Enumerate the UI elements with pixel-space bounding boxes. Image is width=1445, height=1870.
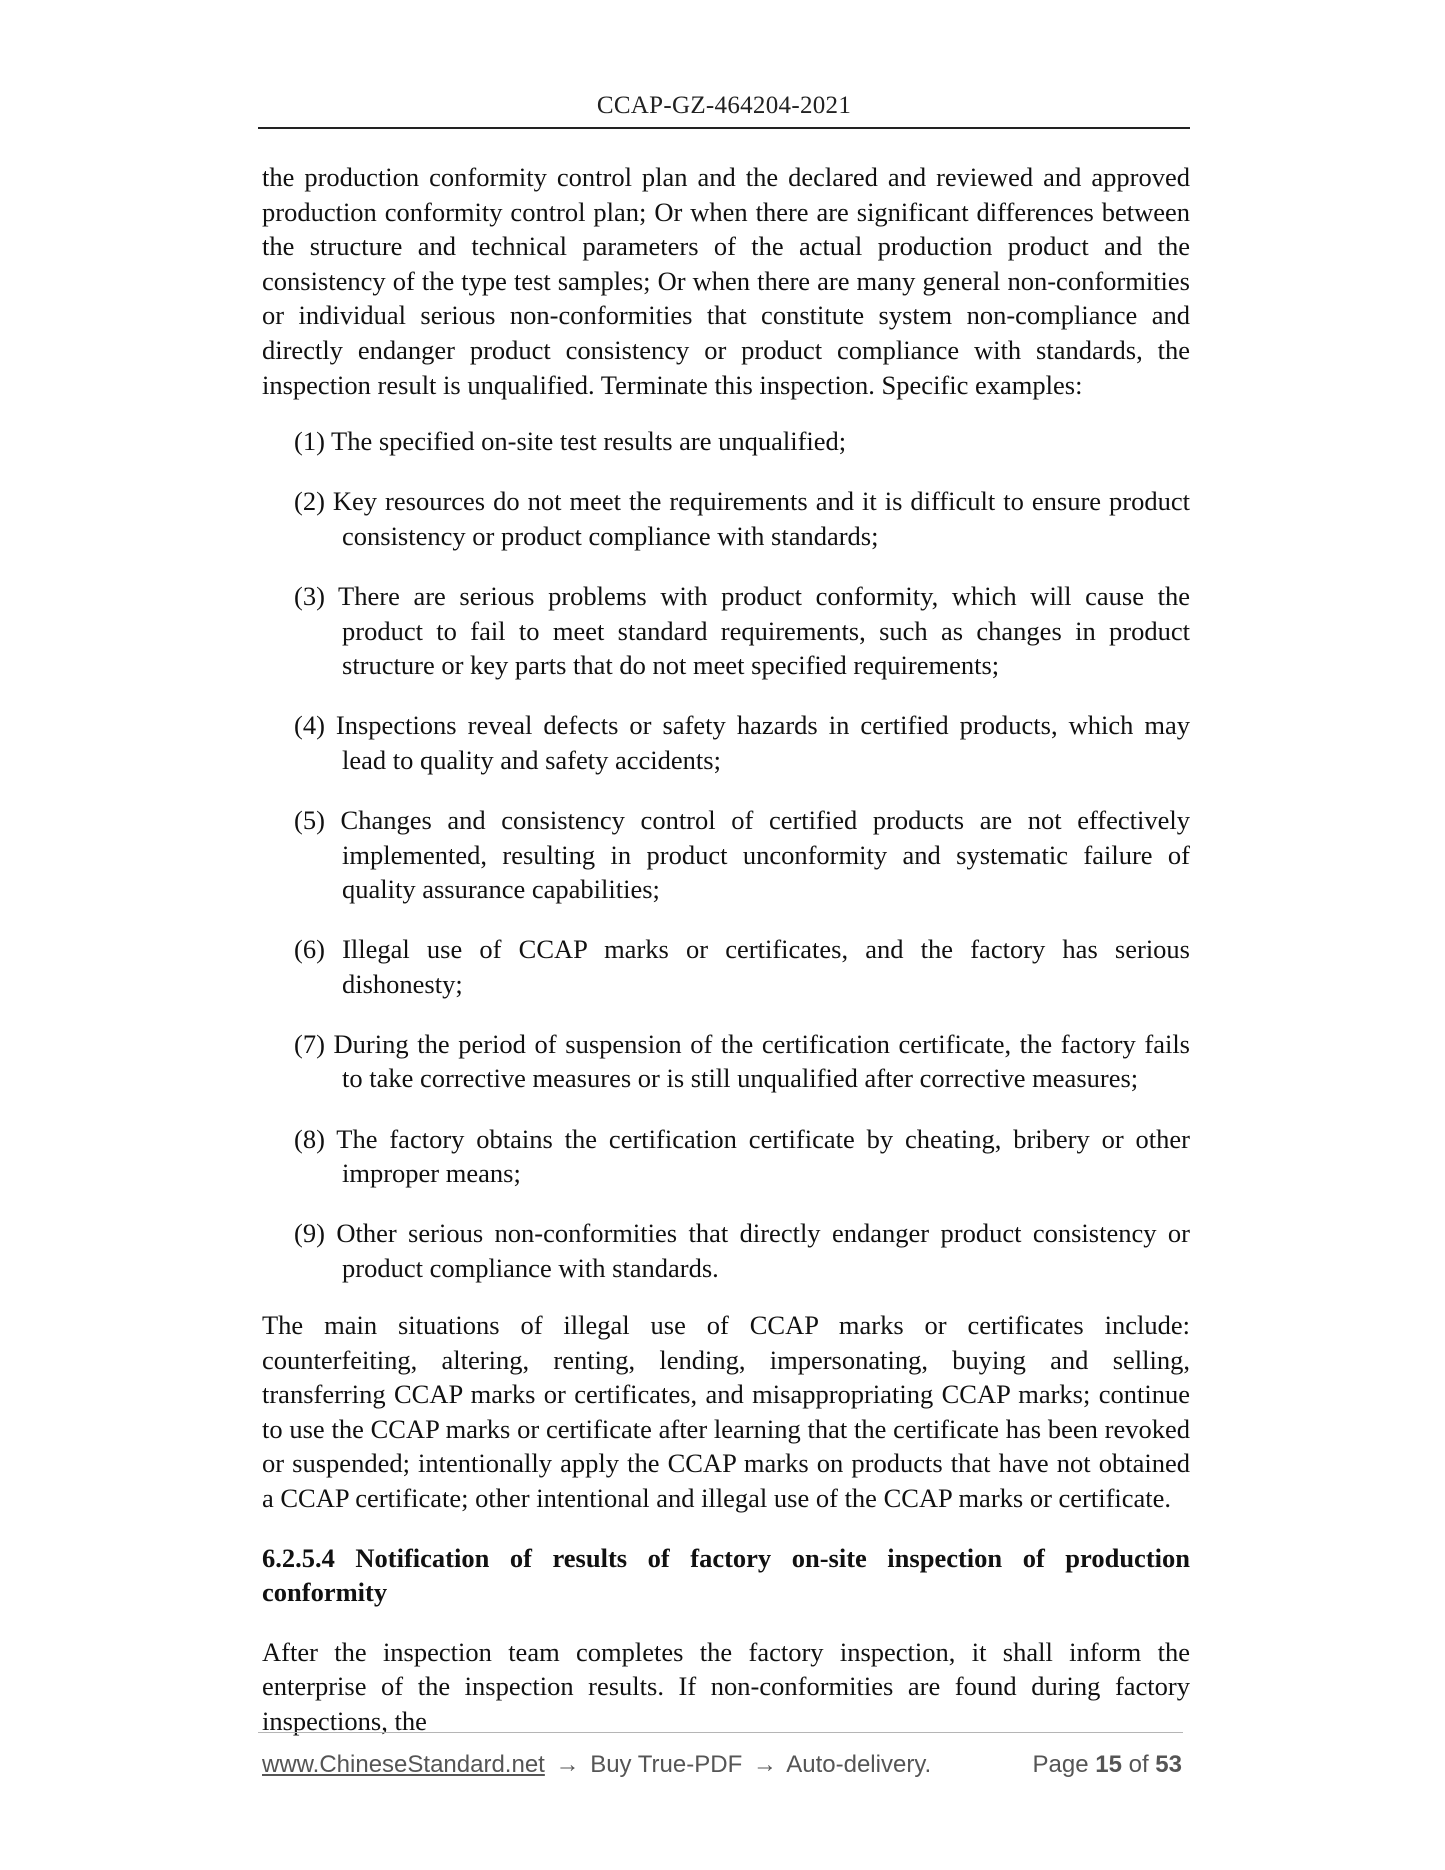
- page-footer: [262, 1751, 1182, 1783]
- examples-list: [262, 424, 1190, 1285]
- page-label: Page: [1032, 1751, 1089, 1778]
- footer-divider: [258, 1732, 1183, 1733]
- list-item-1: (1) The specified on-site test results are unqualified;: [294, 426, 847, 457]
- arrow-right-icon: →: [555, 1751, 580, 1778]
- footer-promo: [262, 1751, 931, 1779]
- list-item-2: (2) Key resources do not meet the requirements and it is difficult to ensure product consistency or product compliance with standards;: [294, 486, 1190, 551]
- list-item-7: (7) During the period of suspension of the certification certificate, the factory fails to take corrective measures or is still unqualified after corrective measures;: [294, 1028, 1190, 1094]
- body-paragraph-3: After the inspection team completes the factory inspection, it shall inform the enterprise of the inspection results. If non-conformities are found during factory inspections, the: [262, 1636, 1190, 1736]
- list-item-3: (3) There are serious problems with product conformity, which will cause the product to fail to meet standard requirements, such as changes in product structure or key parts that do not meet specified requirements;: [294, 580, 1190, 681]
- buy-true-pdf-label: Buy True-PDF: [590, 1751, 743, 1778]
- list-item-5: (5) Changes and consistency control of certified products are not effectively implemented, resulting in product unconformity and systematic failure of quality assurance capabilities;: [294, 804, 1190, 905]
- list-item-4: (4) Inspections reveal defects or safety hazards in certified products, which may lead to quality and safety accidents;: [294, 710, 1190, 775]
- page-current: 15: [1095, 1751, 1122, 1778]
- auto-delivery-label: Auto-delivery.: [786, 1751, 932, 1778]
- list-item-8: (8) The factory obtains the certification certificate by cheating, bribery or other improper means;: [294, 1123, 1190, 1189]
- arrow-right-icon: →: [752, 1751, 777, 1778]
- header-divider: [258, 127, 1190, 129]
- page-number: [1033, 1751, 1183, 1779]
- page-total: 53: [1155, 1751, 1182, 1778]
- of-label: of: [1128, 1751, 1149, 1778]
- section-heading: 6.2.5.4 Notification of results of factory on-site inspection of production conformity: [262, 1542, 1190, 1608]
- list-item-6: (6) Illegal use of CCAP marks or certificates, and the factory has serious dishonesty;: [294, 934, 1190, 999]
- document-header-id: CCAP-GZ-464204-2021: [596, 92, 852, 119]
- list-item-9: (9) Other serious non-conformities that directly endanger product consistency or product compliance with standards.: [294, 1218, 1190, 1283]
- site-link[interactable]: www.ChineseStandard.net: [262, 1751, 545, 1778]
- body-paragraph-1: the production conformity control plan and the declared and reviewed and approved production conformity control plan; Or when there are significant differences between the structure and technical parameters of the actual production product and the consistency of the type test samples; Or when there are many general non-conformities or individual serious non-conformities that constitute system non-compliance and directly endanger product consistency or product compliance with standards, the inspection result is unqualified. Terminate this inspection. Specific examples:: [262, 162, 1190, 400]
- document-body: [262, 160, 1190, 1738]
- body-paragraph-2: The main situations of illegal use of CCAP marks or certificates include: counterfeiting, altering, renting, lending, impersonating, buying and selling, transferring CCAP marks or certificates, and misappropriating CCAP marks; continue to use the CCAP marks or certificate after learning that the certificate has been revoked or suspended; intentionally apply the CCAP marks on products that have not obtained a CCAP certificate; other intentional and illegal use of the CCAP marks or certificate.: [262, 1309, 1190, 1513]
